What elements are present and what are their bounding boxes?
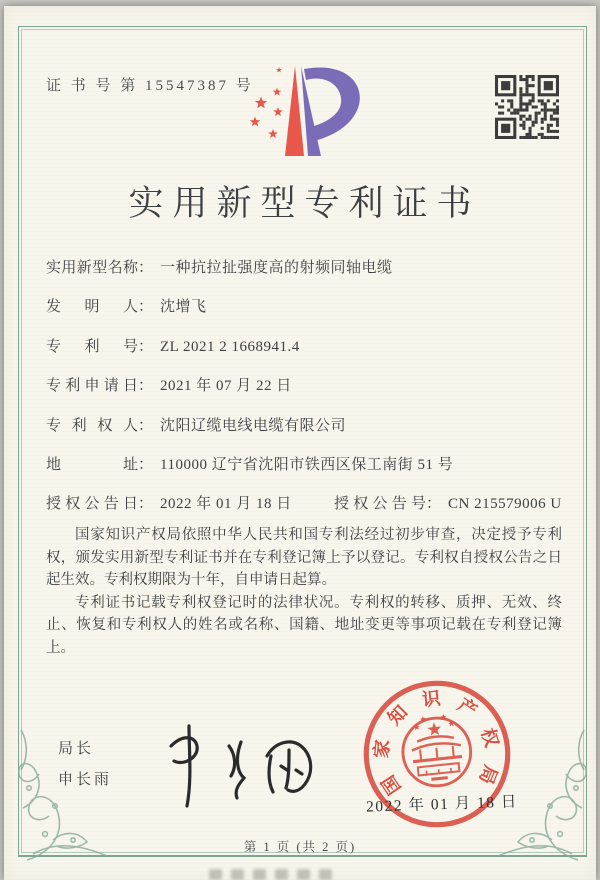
field-value: 一种抗拉扯强度高的射频同轴电缆 (160, 260, 393, 276)
logo-purple-bowl (304, 67, 360, 141)
field-label: 专利权人 (46, 417, 138, 434)
logo-stars-icon (250, 67, 283, 138)
field-value: ZL 2021 2 1668941.4 (160, 338, 300, 355)
field-label: 地址 (46, 456, 138, 473)
corner-ornament-right-icon (496, 690, 592, 862)
logo-red-wedge (285, 66, 304, 156)
colon: ： (426, 496, 442, 513)
svg-text:识: 识 (421, 688, 442, 711)
colon: ： (138, 338, 154, 355)
corner-ornament-left-icon (13, 690, 109, 862)
signer-title: 局长 (58, 741, 95, 757)
legal-paragraph-2: 专利证书记载专利权登记时的法律状况。专利权的转移、质押、无效、终止、恢复和专利权人的姓名或名称、国籍、地址变更等事项记载在专利登记簿上。 (46, 594, 562, 656)
legal-text (46, 524, 562, 659)
next-page-shadow-text (209, 869, 332, 880)
signature-icon (149, 720, 329, 810)
field-row-inventor (46, 295, 566, 334)
legal-paragraph-1: 国家知识产权局依照中华人民共和国专利法经过初步审查，决定授予专利权，颁发实用新型专利证书并在专利登记簿上予以登记。专利权自授权公告之日起生效。专利权期限为十年，自申请日起算。 (46, 527, 562, 588)
signer-name: 申长雨 (58, 772, 113, 788)
svg-text:知: 知 (384, 701, 412, 729)
colon: ： (138, 260, 154, 276)
svg-text:产: 产 (454, 694, 481, 722)
field-row-name (46, 256, 566, 295)
certificate-number: 证 书 号 第 15547387 号 (46, 78, 254, 94)
colon: ： (138, 496, 154, 513)
colon: ： (138, 299, 154, 316)
colon: ： (138, 456, 154, 473)
cnipa-logo (226, 60, 368, 168)
page-number: 第 1 页 (共 2 页) (243, 840, 357, 854)
field-label: 专利申请日 (46, 378, 138, 395)
colon: ： (138, 378, 154, 395)
national-emblem-icon (400, 715, 474, 789)
field-label: 发明人 (46, 299, 138, 316)
certificate-sheet (4, 6, 596, 880)
colon: ： (138, 417, 154, 434)
field-list (46, 256, 566, 532)
field-row-patent-no (46, 335, 566, 374)
field-value: 2022 年 01 月 18 日 (160, 496, 292, 513)
svg-text:国: 国 (377, 771, 405, 799)
field-value: 沈增飞 (160, 299, 207, 316)
field-value: CN 215579006 U (448, 496, 562, 513)
svg-text:权: 权 (477, 725, 502, 750)
seal-arc-text (364, 681, 508, 799)
svg-text:局: 局 (475, 762, 501, 787)
field-row-address (46, 453, 566, 492)
field-label: 专利号 (46, 338, 138, 355)
field-value: 沈阳辽缆电线电缆有限公司 (160, 417, 347, 434)
field-value: 110000 辽宁省沈阳市铁西区保工南街 51 号 (160, 456, 454, 473)
seal-date: 2022 年 01 月 18 日 (365, 793, 519, 816)
grant-number-group (334, 492, 562, 513)
qr-code-icon (495, 75, 559, 139)
field-label: 实用新型名称 (46, 260, 138, 276)
field-value: 2021 年 07 月 22 日 (160, 378, 292, 395)
field-row-filing-date (46, 374, 566, 413)
field-label: 授权公告号 (334, 496, 426, 513)
logo-purple-stem (301, 66, 321, 156)
certificate-title: 实用新型专利证书 (128, 184, 481, 223)
field-row-patentee (46, 414, 566, 453)
svg-text:家: 家 (371, 738, 393, 759)
field-label: 授权公告日 (46, 496, 138, 513)
